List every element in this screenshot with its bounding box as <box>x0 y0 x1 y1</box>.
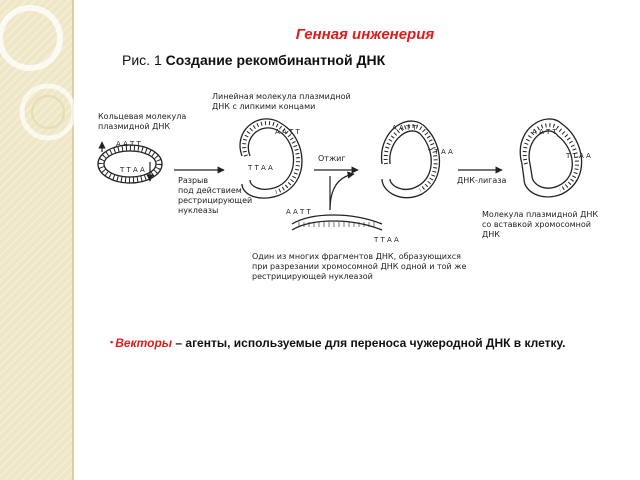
fragment-arrow <box>330 174 354 210</box>
slide-title: Генная инженерия <box>295 26 435 43</box>
sequence-bottom-4: T T A A <box>566 152 591 160</box>
label-circular-plasmid: Кольцевая молекула плазмидной ДНК <box>98 112 187 131</box>
label-annealing: Отжиг <box>318 154 346 163</box>
bullet-term: Векторы <box>115 336 173 350</box>
decorative-circles <box>0 0 80 160</box>
sequence-top-2: A A T T <box>275 128 300 136</box>
figure-caption <box>122 52 385 68</box>
label-rupture: Разрыв под действием рестрицирующей нуклеазы <box>178 176 253 215</box>
sequence-bottom-2: T T A A <box>248 164 273 172</box>
sequence-bottom-5: T T A A <box>374 236 399 244</box>
sequence-top-1: A A T T <box>116 140 141 148</box>
sequence-top-4: A A T T <box>532 128 557 136</box>
label-fragment: Один из многих фрагментов ДНК, образующихся при разрезании хромосомной ДНК одной и той же рестрицирующей нуклеазой <box>252 252 467 281</box>
annealed-molecule <box>382 121 454 198</box>
recombinant-plasmid <box>520 119 591 197</box>
label-ligase: ДНК-лигаза <box>457 176 507 185</box>
chromosomal-fragment <box>286 208 399 244</box>
figure-number: Рис. 1 <box>122 52 162 68</box>
label-linear-plasmid: Линейная молекула плазмидной ДНК с липкими концами <box>212 92 351 111</box>
recombinant-dna-diagram <box>92 84 612 294</box>
sequence-top-3: A A T T <box>392 124 417 132</box>
bullet-text: – агенты, используемые для переноса чужеродной ДНК в клетку. <box>172 336 566 350</box>
sequence-bottom-3: T T A A <box>428 148 453 156</box>
circular-plasmid <box>98 140 162 183</box>
definition-bullet <box>110 334 610 352</box>
sequence-top-5: A A T T <box>286 208 311 216</box>
sequence-bottom-1: T T A A <box>120 166 145 174</box>
bullet-mark: ▪ <box>110 337 114 347</box>
figure-title: Создание рекомбинантной ДНК <box>165 52 386 68</box>
label-recombinant: Молекула плазмидной ДНК со вставкой хромосомной ДНК <box>482 210 599 239</box>
